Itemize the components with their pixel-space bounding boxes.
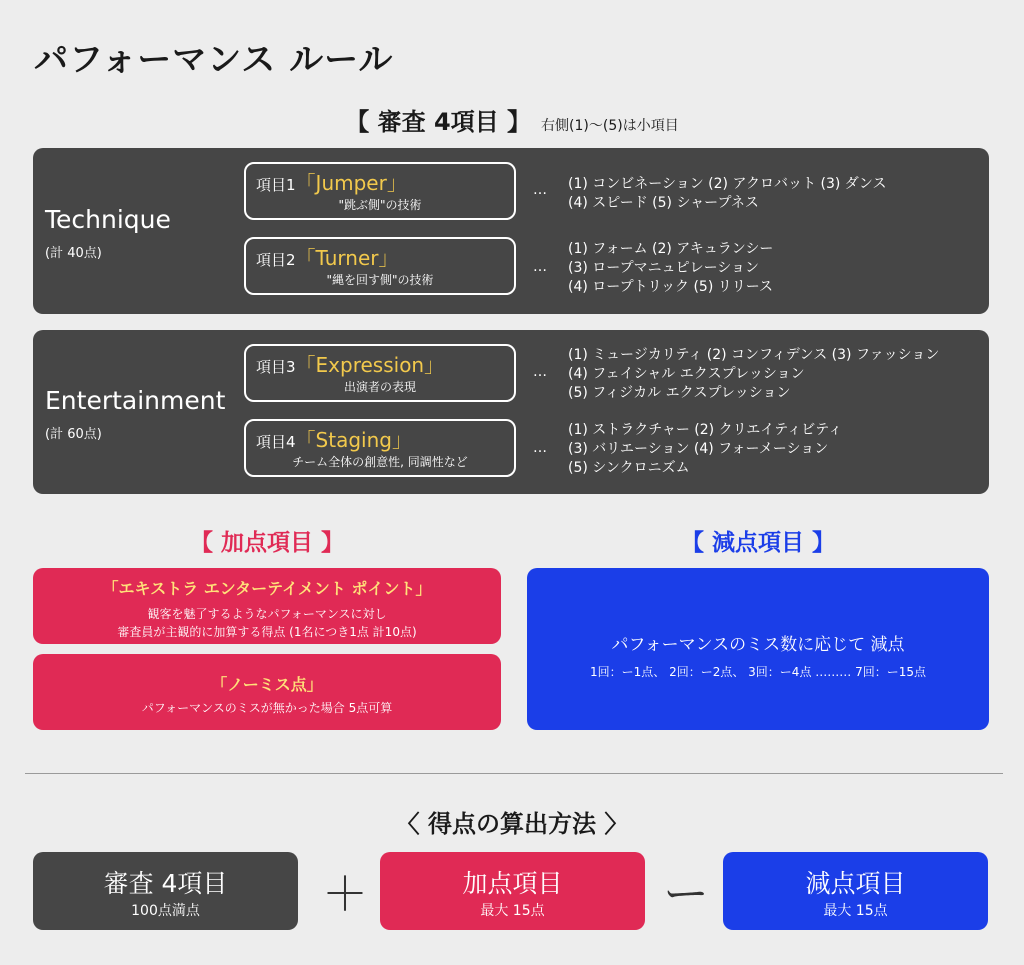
- ellipsis: …: [533, 440, 547, 456]
- deduction-box: [527, 568, 989, 730]
- subitem-line: (1) コンビネーション (2) アクロバット (3) ダンス: [568, 176, 887, 192]
- judging-heading-label: 【 審査 4項目 】: [345, 108, 532, 136]
- item-description: "縄を回す側"の技術: [326, 273, 434, 287]
- item-name: 「Expression」: [295, 353, 445, 377]
- calc-sub: 最大 15点: [480, 903, 545, 919]
- subitem-line: (1) フォーム (2) アキュランシー: [568, 241, 774, 257]
- item-staging: [244, 419, 516, 477]
- ellipsis: …: [533, 182, 547, 198]
- deduction-detail: 1回：ー1点、 2回：ー2点、 3回：ー4点 ……… 7回：ー15点: [590, 665, 926, 679]
- ellipsis: …: [533, 364, 547, 380]
- item-jumper: [244, 162, 516, 220]
- ellipsis: …: [533, 259, 547, 275]
- subitem-list: [568, 421, 842, 478]
- item-number: 項目1: [256, 176, 296, 194]
- subitem-line: (4) ロープトリック (5) リリース: [568, 279, 774, 295]
- subitem-line: (1) ミュージカリティ (2) コンフィデンス (3) ファッション: [568, 347, 940, 363]
- judging-note: 右側(1)〜(5)は小項目: [541, 118, 679, 134]
- subitem-line: (4) スピード (5) シャープネス: [568, 195, 759, 211]
- entertainment-name: Entertainment: [45, 386, 226, 415]
- bonus-extra-entertainment: [33, 568, 501, 644]
- calc-bonus: [380, 852, 645, 930]
- item-description: "跳ぶ側"の技術: [338, 198, 422, 212]
- bonus-line: 観客を魅了するようなパフォーマンスに対し: [147, 607, 387, 621]
- bonus-title: 「エキストラ エンターテイメント ポイント」: [102, 579, 432, 598]
- subitem-line: (5) シンクロニズム: [568, 460, 690, 476]
- item-number: 項目4: [256, 433, 296, 451]
- deduction-heading: 【 減点項目 】: [680, 530, 835, 556]
- judging-heading: [0, 102, 1024, 137]
- bonus-title: 「ノーミス点」: [211, 675, 323, 694]
- plus-icon: ＋: [322, 867, 368, 921]
- deduction-title: パフォーマンスのミス数に応じて 減点: [611, 635, 905, 655]
- item-name: 「Turner」: [295, 246, 399, 270]
- bonus-no-miss: [33, 654, 501, 730]
- method-heading: 〈 得点の算出方法 〉: [395, 810, 629, 838]
- calc-label: 加点項目: [462, 869, 563, 898]
- item-name: 「Staging」: [295, 428, 412, 452]
- technique-points: (計 40点): [45, 246, 102, 261]
- item-number: 項目3: [256, 358, 296, 376]
- subitem-line: (1) ストラクチャー (2) クリエイティビティ: [568, 422, 843, 438]
- item-description: チーム全体の創意性, 同調性など: [292, 455, 468, 469]
- subitem-line: (3) ロープマニュピレーション: [568, 260, 760, 276]
- item-description: 出演者の表現: [343, 380, 416, 394]
- entertainment-points: (計 60点): [45, 427, 102, 442]
- calc-sub: 最大 15点: [823, 903, 888, 919]
- item-expression: [244, 344, 516, 402]
- item-name: 「Jumper」: [295, 171, 407, 195]
- subitem-line: (4) フェイシャル エクスプレッション: [568, 366, 805, 382]
- page-title: パフォーマンス ルール: [34, 40, 394, 80]
- calc-sub: 100点満点: [131, 903, 200, 919]
- calc-label: 減点項目: [805, 869, 906, 898]
- subitem-list: [568, 346, 939, 403]
- technique-name: Technique: [45, 205, 171, 234]
- subitem-list: [568, 175, 886, 213]
- bonus-line: 審査員が主観的に加算する得点 (1名につき1点 計10点): [117, 625, 417, 639]
- item-number: 項目2: [256, 251, 296, 269]
- calc-deduction: [723, 852, 988, 930]
- subitem-list: [568, 240, 773, 297]
- calc-judging: [33, 852, 298, 930]
- bonus-line: パフォーマンスのミスが無かった場合 5点可算: [141, 701, 393, 715]
- calc-label: 審査 4項目: [103, 869, 228, 898]
- bonus-heading: 【 加点項目 】: [189, 530, 344, 556]
- divider: [25, 773, 1003, 774]
- subitem-line: (3) バリエーション (4) フォーメーション: [568, 441, 829, 457]
- subitem-line: (5) フィジカル エクスプレッション: [568, 385, 791, 401]
- item-turner: [244, 237, 516, 295]
- minus-icon: ー: [663, 867, 709, 921]
